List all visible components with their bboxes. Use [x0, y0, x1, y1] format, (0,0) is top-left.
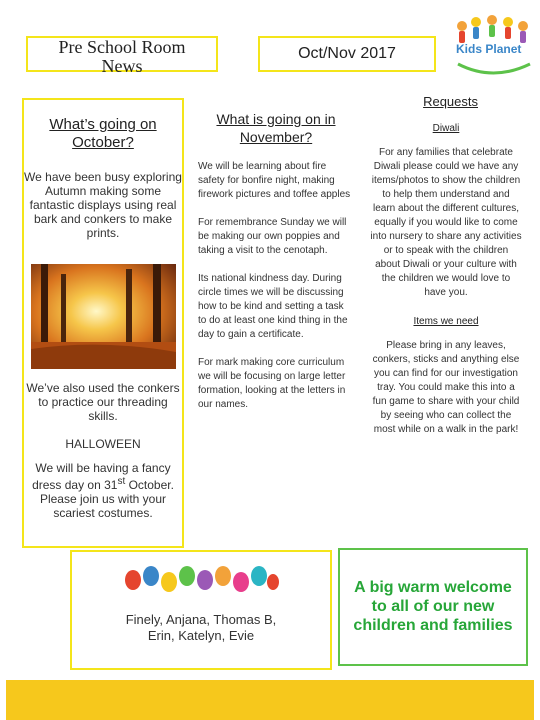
- welcome-line1: A big warm welcome: [354, 579, 512, 596]
- balloons-icon: [121, 562, 281, 598]
- october-box: [22, 98, 184, 548]
- welcome-message: [340, 550, 526, 635]
- november-para4: For mark making core curriculum we will be focusing on large letter formation, looking at the letters in our names.: [198, 357, 346, 410]
- autumn-forest-photo: [31, 264, 176, 369]
- names-line1: Finely, Anjana, Thomas B,: [125, 612, 277, 627]
- october-para1: We have been busy exploring Autumn making some fantastic displays using real bark and conkers to make prints.: [24, 170, 182, 240]
- newsletter-title-box: [26, 36, 218, 76]
- new-children-box: [70, 550, 332, 670]
- logo-planet: Planet: [485, 42, 522, 56]
- halloween-text: [24, 461, 182, 520]
- november-column: [198, 110, 354, 412]
- october-para2: We’ve also used the conkers to practice our threading skills.: [26, 381, 180, 423]
- november-para3: Its national kindness day. During circle times we will be discussing how to be kind and setting a task to do at least one kind thing in the day to gain a certificate.: [198, 273, 348, 340]
- diwali-text: For any families that celebrate Diwali please could we have any items/photos to show the children to help them understand and learn about the different cultures, equally if you would like to come into nursery to share any activities or to speak with the children about Diwali or your culture with the children we would love to have you.: [370, 147, 522, 298]
- items-text: Please bring in any leaves, conkers, sticks and anything else you can find for our investigation tray. You could make this into a fun game to share with your child by seeing who can collect the most while on a walk in the park!: [372, 340, 520, 435]
- diwali-heading: Diwali: [432, 123, 460, 134]
- november-para1: We will be learning about fire safety for bonfire night, making firework pictures and toffee apples: [198, 161, 351, 200]
- date-box: [258, 36, 436, 72]
- halloween-text-end: October. Please join us with your scariest costumes.: [39, 478, 174, 520]
- newsletter-date: Oct/Nov 2017: [298, 45, 396, 62]
- newsletter-title-line1: Pre School Room: [58, 37, 186, 57]
- halloween-ordinal: st: [117, 476, 126, 487]
- halloween-title: HALLOWEEN: [65, 437, 141, 451]
- names-line2: Erin, Katelyn, Evie: [147, 628, 255, 643]
- items-heading: Items we need: [413, 316, 479, 327]
- october-heading-line2: October?: [72, 134, 134, 151]
- november-heading-line2: November?: [239, 129, 313, 145]
- new-children-names: [72, 612, 330, 644]
- welcome-line3: children and families: [353, 617, 513, 634]
- logo-kids: Kids: [456, 42, 483, 56]
- november-para2: For remembrance Sunday we will be making our own poppies and taking a visit to the cenotaph.: [198, 217, 347, 256]
- halloween-text-start: We will be having a fancy dress day on 31: [32, 461, 171, 492]
- welcome-box: [338, 548, 528, 666]
- october-heading: [24, 116, 182, 152]
- october-heading-line1: What’s going on: [49, 116, 157, 133]
- welcome-line2: to all of our new: [371, 598, 495, 615]
- requests-heading: Requests: [423, 94, 478, 109]
- newsletter-title-line2: News: [101, 56, 143, 76]
- requests-column: [370, 94, 522, 437]
- november-heading: [198, 110, 354, 146]
- november-heading-line1: What is going on in: [216, 111, 336, 127]
- footer-bar: [6, 680, 534, 720]
- logo-text: [456, 42, 521, 56]
